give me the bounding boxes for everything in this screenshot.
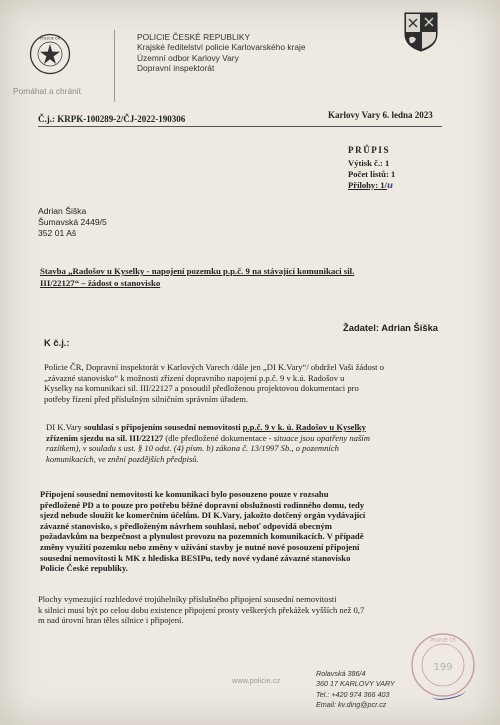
footer-line: 360 17 KARLOVY VARY [316,679,395,689]
footer-line: Rolavská 386/4 [316,669,366,678]
svg-text:199: 199 [433,662,453,673]
recipient-address [38,206,107,240]
svg-text:POLICIE ČR: POLICIE ČR [430,638,456,644]
org-line: Územní odbor Karlovy Vary [137,52,239,63]
police-seal-logo [29,33,71,75]
address-line: Adrian Šiška [38,206,87,216]
footer-address [316,669,395,711]
applicant-label: Žadatel: Adrian Šiška [343,322,438,333]
paragraph-consent: DI K.Vary souhlasí s připojením sousední nemovitosti p.p.č. 9 v k. ú. Radošov u Kyselky zřízením sjezdu na sil. III/22127 (dle předložené dokumentace - situace jsou opatřeny naším razítkem), v souladu s ust. § 10 odst. (4) písm. b) zákona č. 13/1997 Sb., o pozemních komunikacích, ve znění pozdějších předpisů. [46,422,370,464]
address-line: Šumavská 2449/5 [38,217,107,228]
subject-line: Stavba „Radošov u Kyselky - napojení pozemku p.p.č. 9 na stávající komunikaci sil. III/22127“ – žádost o stanovisko [40,266,355,288]
paragraph-conditions: Připojení sousední nemovitosti ke komunikaci bylo posouzeno pouze v rozsahu předložené PD a to pouze pro potřebu běžné dopravní obslužnosti rodinného domu, tedy sjezd nebude sloužit ke komerčním účelům. DI K.Vary, jakožto dotčený orgán vydávající závazné stanovisko, s předloženým návrhem souhlasí, neboť odpovídá obecným požadavkům na bezpečnost a plynulost provozu na pozemních komunikacích. V případě změny využití pozemku nebo změny v užívání stavby je nutné nové posouzení připojení sousední nemovitosti k MK z hlediska BESIPu, tedy nové vydané závazné stanovisko Policie České republiky. [40,489,366,574]
footer-line: Tel.: +420 974 366 403 [316,689,390,699]
header-divider [114,30,115,102]
prupis-details [348,158,395,191]
footer-line: Email: kv.ding@pcr.cz [316,700,387,710]
org-line: Krajské ředitelství policie Karlovarského kraje [137,42,306,53]
motto-text: Pomáhat a chránit [13,86,81,96]
attachments: Přílohy: 1/u [348,179,394,191]
paragraph-intro: Policie ČR, Dopravní inspektorát v Karlových Varech /dále jen „DI K.Vary“/ obdržel Vaši žádost o „závazné stanovisko“ k možnosti zřízení dopravního napojení p.p.č. 9 v k.ú. Radošov u Kyselky na komunikaci sil. III/22127 a posoudil předloženou projektovou dokumentaci pro potřeby řízení před příslušným silničním správním úřadem. [44,362,384,404]
sheet-count: Počet listů: 1 [348,168,396,179]
coat-of-arms-icon [404,12,438,52]
org-line: Dopravní inspektorát [137,62,215,73]
handwritten-mark: u [386,180,394,191]
place-date: Karlovy Vary 6. ledna 2023 [328,110,433,120]
footer-website: www.policie.cz [232,676,281,685]
prupis-title: PRŮPIS [348,145,391,155]
copy-number: Výtisk č.: 1 [348,158,390,168]
org-header [137,32,306,73]
svg-text:POLICIE ČR: POLICIE ČR [39,36,61,41]
kcj-label: K č.j.: [44,337,70,348]
paragraph-visibility: Plochy vymezující rozhledové trojúhelníky příslušného připojení sousední nemovitosti k silnici musí být po celou dobu existence připojení prosty veškerých překážek vyšších než 0,7 m nad úrovní hran těles silnice i připojení. [38,594,365,626]
reference-number: Č.j.: KRPK-100289-2/ČJ-2022-190306 [38,114,186,124]
address-line: 352 01 Aš [38,228,77,239]
header-rule [38,126,442,127]
org-line: POLICIE ČESKÉ REPUBLIKY [137,32,251,42]
